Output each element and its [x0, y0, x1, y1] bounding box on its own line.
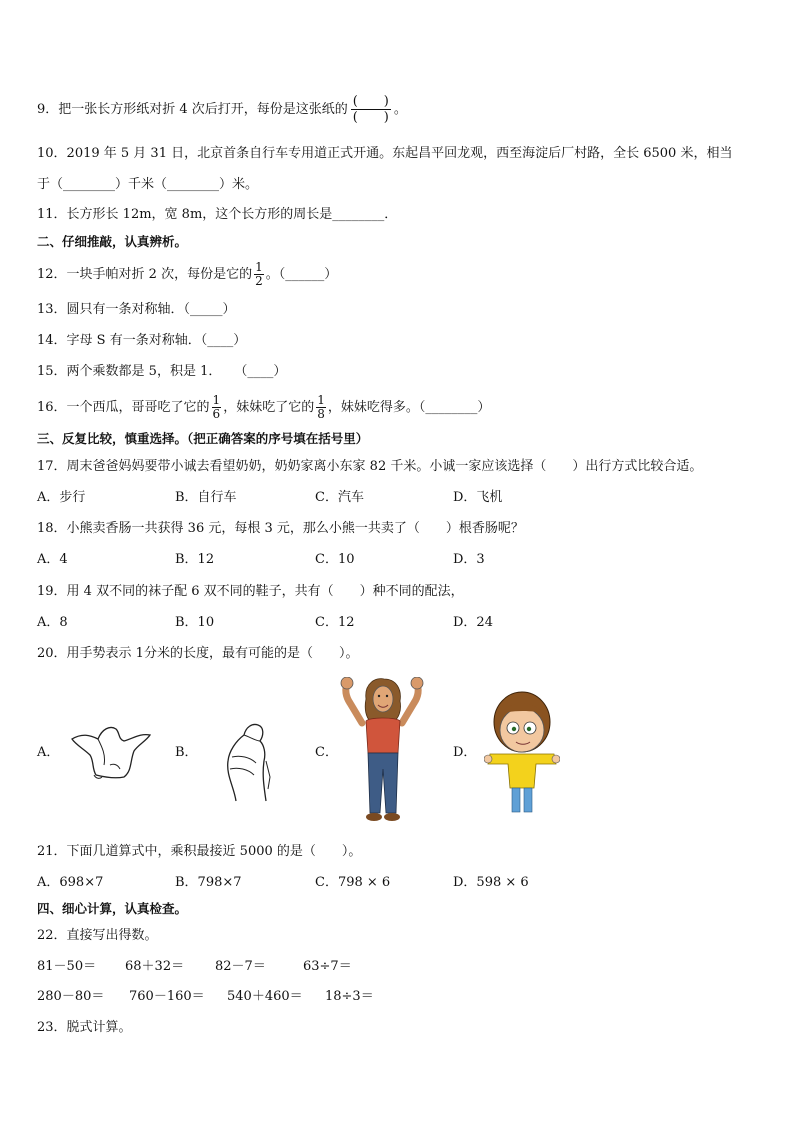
- question-18: 18．小熊卖香肠一共获得 36 元，每根 3 元，那么小熊一共卖了（ ）根香肠呢？: [37, 521, 524, 536]
- q9-numerator-blank[interactable]: ( ): [352, 94, 389, 109]
- q19-option-a[interactable]: A．8: [37, 615, 68, 630]
- question-14: 14．字母 S 有一条对称轴．（____）: [37, 333, 247, 348]
- q21-option-a[interactable]: A．698×7: [37, 875, 104, 890]
- q9-denominator-blank[interactable]: ( ): [352, 110, 389, 125]
- boy-arms-out-image[interactable]: [484, 690, 560, 814]
- q16-fraction-1: [212, 394, 222, 421]
- q22-item[interactable]: 280－80＝: [37, 989, 105, 1004]
- q17-option-b[interactable]: B．自行车: [175, 490, 237, 505]
- hand-pinch-image[interactable]: [216, 717, 276, 803]
- q20-option-d[interactable]: D．: [453, 745, 477, 760]
- q17-option-a[interactable]: A．步行: [37, 490, 86, 505]
- q22-item[interactable]: 540＋460＝: [227, 989, 303, 1004]
- question-20: 20．用手势表示 1分米的长度，最有可能的是（ ）。: [37, 646, 359, 661]
- question-10-line1: 10．2019 年 5 月 31 日，北京首条自行车专用道正式开通。东起昌平回龙观，西至海淀后厂村路，全长 6500 米，相当: [37, 146, 733, 161]
- q21-option-d[interactable]: D．598 × 6: [453, 875, 529, 890]
- q12-text: 12．一块手帕对折 2 次，每份是它的: [37, 267, 253, 282]
- q22-item[interactable]: 18÷3＝: [325, 989, 374, 1004]
- q21-option-c[interactable]: C．798 × 6: [315, 875, 391, 890]
- question-21: 21．下面几道算式中，乘积最接近 5000 的是（ ）。: [37, 844, 362, 859]
- q16-numerator-1: 1: [212, 393, 221, 407]
- q12-denominator: 2: [255, 274, 263, 288]
- question-19: 19．用 4 双不同的袜子配 6 双不同的鞋子，共有（ ）种不同的配法，: [37, 584, 464, 599]
- q9-period: 。: [393, 102, 407, 117]
- q17-option-d[interactable]: D．飞机: [453, 490, 503, 505]
- question-22: 22．直接写出得数。: [37, 928, 158, 943]
- section-4-heading: 四、细心计算，认真检查。: [37, 901, 188, 916]
- q12-blank[interactable]: 。（______）: [265, 267, 338, 282]
- q12-fraction: [254, 261, 264, 288]
- q22-item[interactable]: 81－50＝: [37, 959, 97, 974]
- q22-item[interactable]: 760－160＝: [129, 989, 205, 1004]
- q16-denominator-2: 8: [317, 407, 325, 421]
- section-3-heading: 三、反复比较，慎重选择。（把正确答案的序号填在括号里）: [37, 431, 369, 446]
- q20-option-a[interactable]: A．: [37, 745, 60, 760]
- q9-text: 9．把一张长方形纸对折 4 次后打开，每份是这张纸的: [37, 102, 348, 117]
- question-9: [37, 94, 407, 125]
- question-15: 15．两个乘数都是 5，积是 1． （____）: [37, 364, 287, 379]
- question-13: 13．圆只有一条对称轴．（_____）: [37, 302, 236, 317]
- q17-option-c[interactable]: C．汽车: [315, 490, 364, 505]
- section-2-heading: 二、仔细推敲，认真辨析。: [37, 234, 188, 249]
- q16-fraction-2: [316, 394, 326, 421]
- q16-text-3[interactable]: ，妹妹吃得多。（________）: [327, 400, 491, 415]
- q22-item[interactable]: 68＋32＝: [125, 959, 185, 974]
- q18-option-c[interactable]: C．10: [315, 552, 355, 567]
- q19-option-c[interactable]: C．12: [315, 615, 355, 630]
- q12-numerator: 1: [255, 260, 263, 274]
- q22-item[interactable]: 63÷7＝: [303, 959, 352, 974]
- q16-numerator-2: 1: [317, 393, 325, 407]
- question-12: [37, 261, 337, 288]
- q18-option-b[interactable]: B．12: [175, 552, 215, 567]
- q21-option-b[interactable]: B．798×7: [175, 875, 242, 890]
- question-11: 11．长方形长 12m，宽 8m，这个长方形的周长是________．: [37, 207, 398, 222]
- q9-fraction-blank[interactable]: [351, 94, 391, 125]
- q20-option-c[interactable]: C．: [315, 745, 338, 760]
- q16-denominator-1: 6: [212, 407, 221, 421]
- woman-arms-raised-image[interactable]: [336, 677, 428, 827]
- q22-item[interactable]: 82－7＝: [215, 959, 266, 974]
- question-16: [37, 394, 490, 421]
- q18-option-a[interactable]: A．4: [37, 552, 68, 567]
- question-17: 17．周末爸爸妈妈要带小诚去看望奶奶，奶奶家离小东家 82 千米。小诚一家应该选择（ ）出行方式比较合适。: [37, 459, 703, 474]
- q16-text-1: 16．一个西瓜，哥哥吃了它的: [37, 400, 210, 415]
- question-10-line2: 于（________）千米（________）米。: [37, 177, 259, 192]
- q19-option-d[interactable]: D．24: [453, 615, 493, 630]
- question-23: 23．脱式计算。: [37, 1020, 132, 1035]
- q18-option-d[interactable]: D．3: [453, 552, 485, 567]
- hand-spread-image[interactable]: [68, 715, 154, 781]
- q16-text-2: ，妹妹吃了它的: [223, 400, 315, 415]
- q20-option-b[interactable]: B．: [175, 745, 198, 760]
- q19-option-b[interactable]: B．10: [175, 615, 215, 630]
